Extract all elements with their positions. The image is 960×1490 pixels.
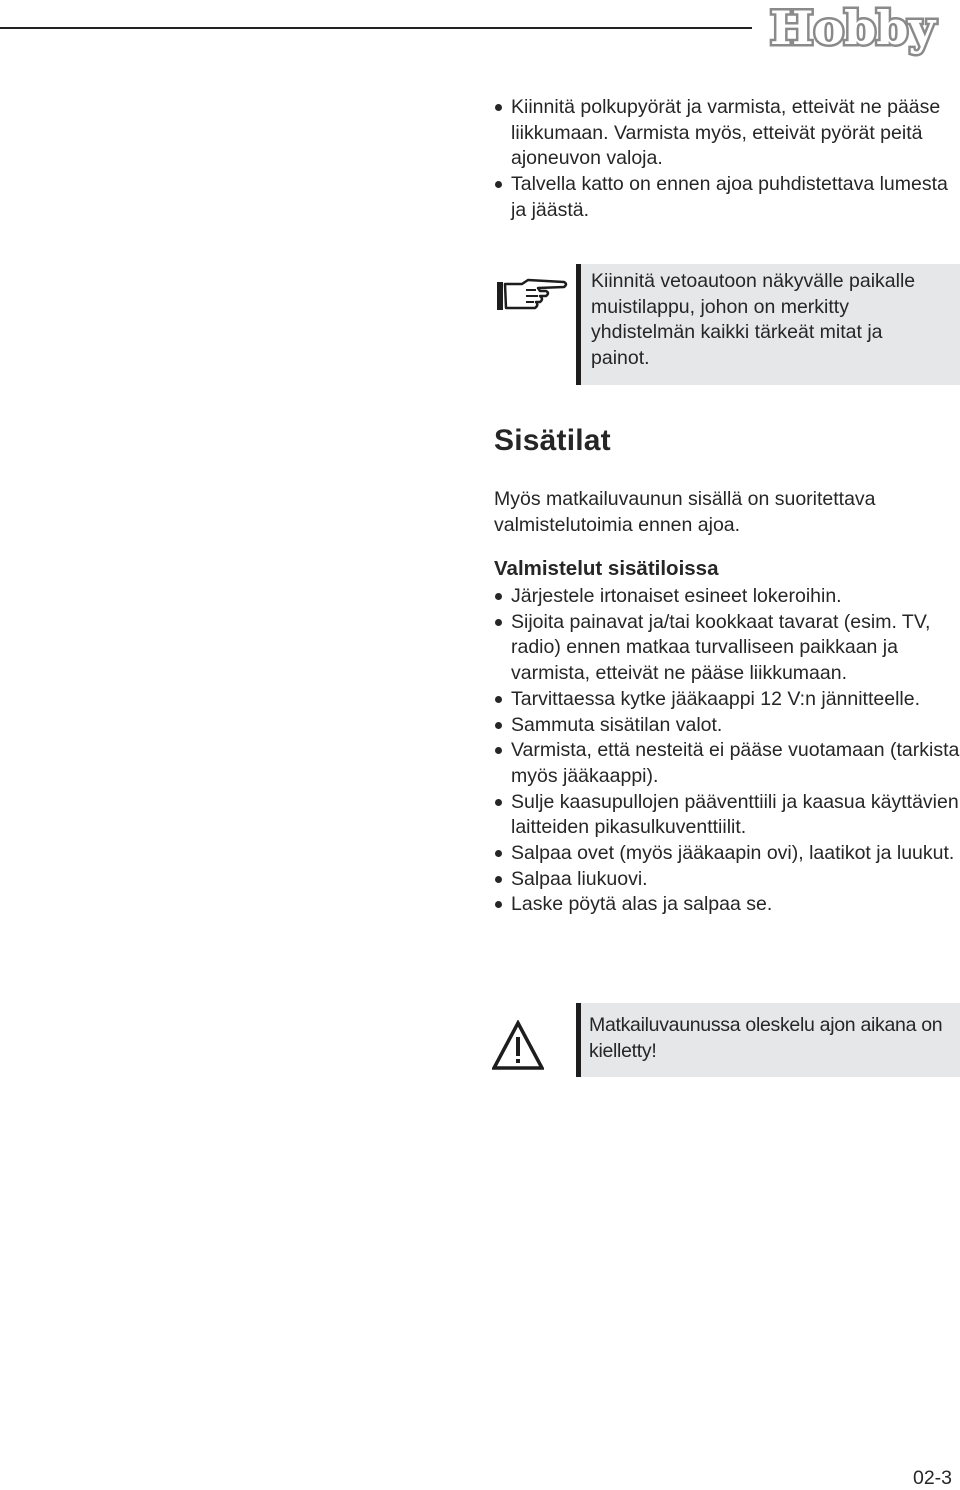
pointing-hand-icon xyxy=(496,278,568,314)
page-number: 02-3 xyxy=(912,1467,952,1489)
hint-note-text: Kiinnitä vetoautoon näkyvälle paikalle muistilappu, johon on merkitty yhdistelmän kaikki tärkeät mitat ja painot. xyxy=(591,270,916,370)
brand-logo xyxy=(766,0,960,58)
list-item: Järjestele irtonaiset esineet lokeroihin. xyxy=(495,584,960,610)
section-intro: Myös matkailuvaunun sisällä on suoritettava valmistelutoimia ennen ajoa. xyxy=(494,488,876,536)
list-item: Varmista, että nesteitä ei pääse vuotamaan (tarkista myös jääkaappi). xyxy=(495,738,960,789)
list-item: Sulje kaasupullojen pääventtiili ja kaasua käyttävien laitteiden pikasulkuventtiilit. xyxy=(495,790,960,841)
list-item: Salpaa ovet (myös jääkaapin ovi), laatikot ja luukut. xyxy=(495,841,960,867)
hint-note xyxy=(576,264,960,385)
brand-logo-text: Hobby xyxy=(770,1,936,55)
header-rule xyxy=(0,27,752,29)
top-bullet-list xyxy=(495,95,960,224)
list-item: Sijoita painavat ja/tai kookkaat tavarat (esim. TV, radio) ennen matkaa turvalliseen paikkaan ja varmista, etteivät ne pääse liikkumaan. xyxy=(495,610,960,687)
list-item: Talvella katto on ennen ajoa puhdistettava lumesta ja jäästä. xyxy=(495,172,960,223)
list-item: Tarvittaessa kytke jääkaappi 12 V:n jännitteelle. xyxy=(495,687,960,713)
list-item: Salpaa liukuovi. xyxy=(495,867,960,893)
warning-note xyxy=(576,1003,960,1077)
list-item: Sammuta sisätilan valot. xyxy=(495,713,960,739)
warning-icon xyxy=(492,1020,544,1071)
warning-note-text: Matkailuvaunussa oleskelu ajon aikana on kielletty! xyxy=(589,1014,943,1062)
list-item: Kiinnitä polkupyörät ja varmista, etteivät ne pääse liikkumaan. Varmista myös, etteivät pyörät peitä ajoneuvon valoja. xyxy=(495,95,960,172)
section-title: Sisätilat xyxy=(494,424,611,457)
sub-heading: Valmistelut sisätiloissa xyxy=(494,557,719,580)
interior-bullet-list xyxy=(495,584,960,918)
list-item: Laske pöytä alas ja salpaa se. xyxy=(495,892,960,918)
